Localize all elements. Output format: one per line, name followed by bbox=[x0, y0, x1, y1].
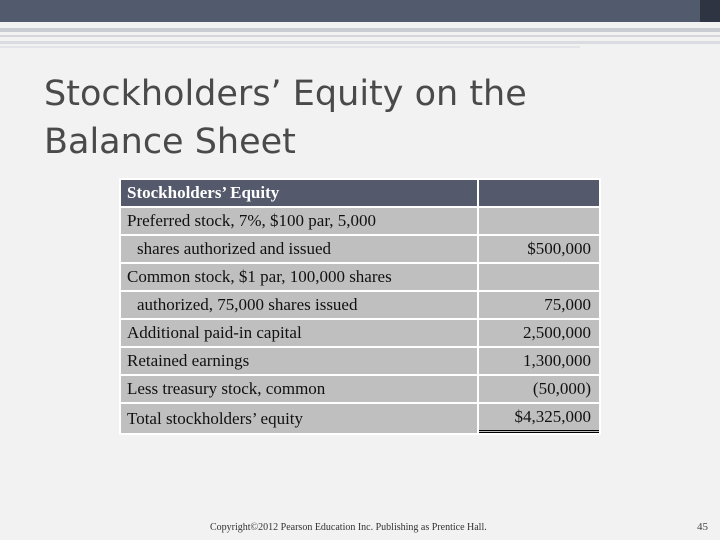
decorative-rule bbox=[0, 35, 720, 37]
row-amount bbox=[479, 264, 599, 290]
top-banner bbox=[0, 0, 700, 22]
row-amount: 2,500,000 bbox=[479, 320, 599, 346]
table-row bbox=[121, 292, 599, 318]
table-row bbox=[121, 264, 599, 290]
row-amount: 75,000 bbox=[479, 292, 599, 318]
row-label: Additional paid-in capital bbox=[121, 320, 477, 346]
row-label: Common stock, $1 par, 100,000 shares bbox=[121, 264, 477, 290]
decorative-rule bbox=[0, 41, 720, 44]
table-row bbox=[121, 348, 599, 374]
row-label: authorized, 75,000 shares issued bbox=[121, 292, 477, 318]
slide-title: Stockholders’ Equity on the Balance Sheet bbox=[44, 74, 527, 162]
table-row bbox=[121, 236, 599, 262]
row-label: Retained earnings bbox=[121, 348, 477, 374]
table-header-label: Stockholders’ Equity bbox=[121, 180, 477, 206]
copyright-footer: Copyright©2012 Pearson Education Inc. Publishing as Prentice Hall. bbox=[210, 522, 487, 533]
row-amount: 1,300,000 bbox=[479, 348, 599, 374]
table-row bbox=[121, 208, 599, 234]
row-amount: $4,325,000 bbox=[479, 404, 599, 433]
table-row bbox=[121, 376, 599, 402]
row-label: Total stockholders’ equity bbox=[121, 404, 477, 433]
table-header-amount bbox=[479, 180, 599, 206]
decorative-rule bbox=[0, 46, 580, 48]
table-header-row bbox=[121, 180, 599, 206]
total-row bbox=[121, 404, 599, 433]
row-label: Preferred stock, 7%, $100 par, 5,000 bbox=[121, 208, 477, 234]
row-amount: $500,000 bbox=[479, 236, 599, 262]
page-number: 45 bbox=[697, 521, 708, 533]
row-label: Less treasury stock, common bbox=[121, 376, 477, 402]
equity-table bbox=[119, 178, 601, 435]
row-amount bbox=[479, 208, 599, 234]
decorative-rule bbox=[0, 28, 720, 32]
table-row bbox=[121, 320, 599, 346]
top-banner-corner bbox=[700, 0, 720, 22]
row-label: shares authorized and issued bbox=[121, 236, 477, 262]
row-amount: (50,000) bbox=[479, 376, 599, 402]
